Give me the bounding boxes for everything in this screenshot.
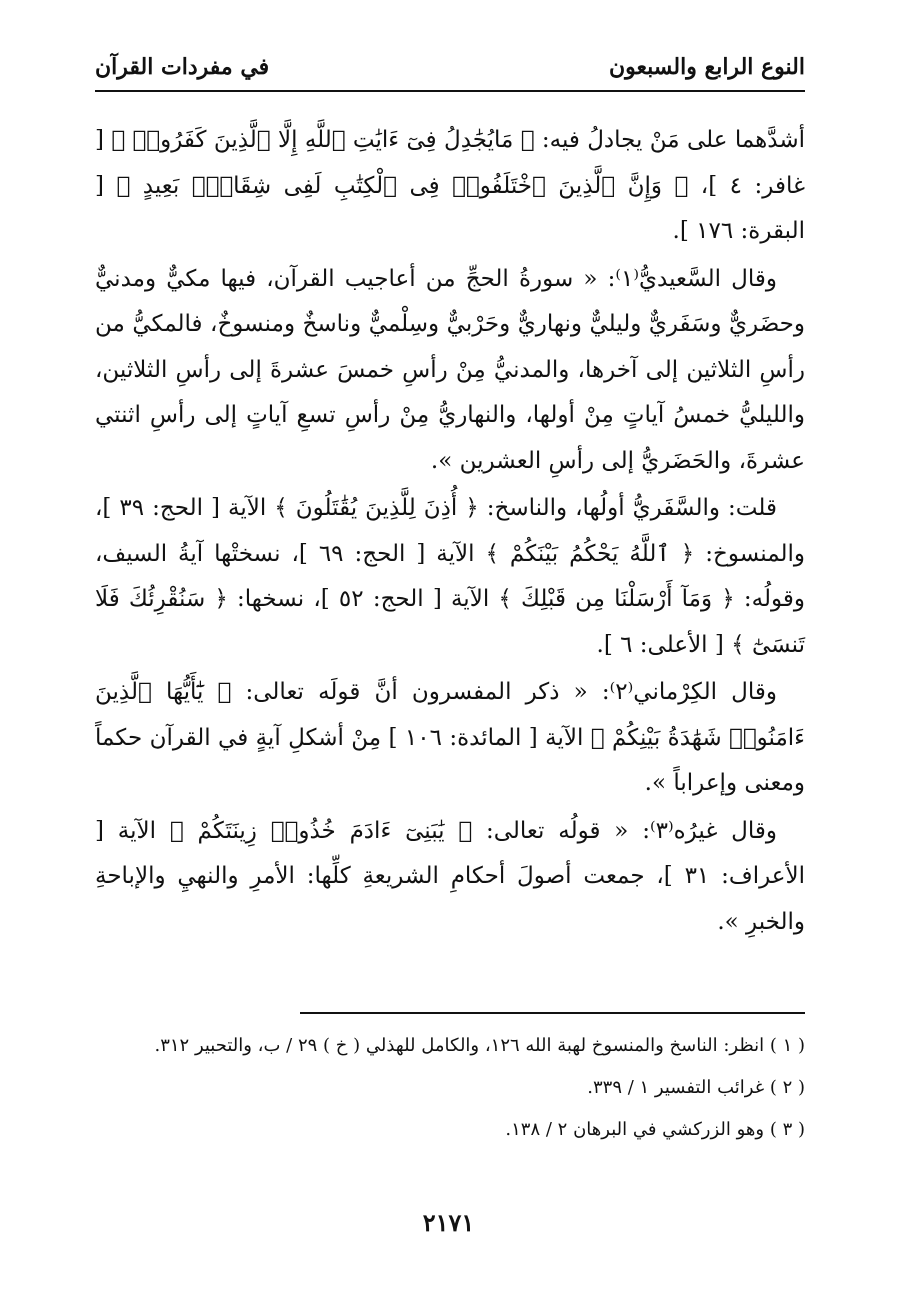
paragraph: وقال غيرُه⁽٣⁾: « قولُه تعالى: ﴿ يَٰبَنِىٓ ءَادَمَ خُذُوا۟ زِينَتَكُمْ ﴾ الآية [ الأعراف: ٣١ ]، جمعت أصولَ أحكامِ الشريعةِ كلِّها: الأمرِ والنهيِ والإباحةِ والخبرِ ». [95,817,806,935]
paragraph: وقال الكِرْماني⁽٢⁾: « ذكر المفسرون أنَّ قولَه تعالى: ﴿ يَٰٓأَيُّهَا ٱلَّذِينَ ءَامَنُوا۟ شَهَٰدَةُ بَيْنِكُمْ ﴾ الآية [ المائدة: ١٠٦ ] مِنْ أشكلِ آيةٍ في القرآن حكماً ومعنى وإعراباً ». [95,679,805,796]
running-header [95,40,805,92]
chapter-title: النوع الرابع والسبعون [608,54,805,80]
paragraph: وقال السَّعيديُّ⁽١⁾: « سورةُ الحجِّ من أعاجيب القرآن، فيها مكيٌّ ومدنيٌّ وحضَريٌّ وسَفَريٌّ وليليٌّ ونهاريٌّ وحَرْبيٌّ وسِلْميٌّ وناسخٌ ومنسوخٌ، فالمكيُّ من رأسِ الثلاثين إلى آخرها، والمدنيُّ مِنْ رأسِ خمسَ عشرةَ إلى رأسِ الثلاثين، والليليُّ خمسُ آياتٍ مِنْ أولها، والنهاريُّ مِنْ رأسِ تسعِ آياتٍ إلى رأسِ اثنتي عشرةَ، والحَضَريُّ إلى رأسِ العشرين ». [95,265,805,474]
footnote: ( ٢ ) غرائب التفسير ١ / ٣٣٩. [587,1077,805,1098]
page-number: ٢١٧١ [422,1208,475,1237]
footnote-divider [300,1012,805,1014]
book-title: في مفردات القرآن [95,54,270,80]
footnotes [95,1025,805,1151]
paragraph: أشدَّهما على مَنْ يجادلُ فيه: ﴿ مَايُجَٰدِلُ فِىٓ ءَايَٰتِ ٱللَّهِ إِلَّا ٱلَّذِينَ كَفَرُوا۟ ﴾ [ غافر: ٤ ]، ﴿ وَإِنَّ ٱلَّذِينَ ٱخْتَلَفُوا۟ فِى ٱلْكِتَٰبِ لَفِى شِقَاقٍۭ بَعِيدٍ ﴾ [ البقرة: ١٧٦ ]. [95,127,805,244]
main-text [95,118,805,947]
paragraph: قلت: والسَّفَريُّ أولُها، والناسخ: ﴿ أُذِنَ لِلَّذِينَ يُقَٰتَلُونَ ﴾ الآية [ الحج: ٣٩ ]، والمنسوخ: ﴿ ٱللَّهُ يَحْكُمُ بَيْنَكُمْ ﴾ الآية [ الحج: ٦٩ ]، نسختْها آيةُ السيف، وقولُه: ﴿ وَمَآ أَرْسَلْنَا مِن قَبْلِكَ ﴾ الآية [ الحج: ٥٢ ]، نسخها: ﴿ سَنُقْرِئُكَ فَلَا تَنسَىٰٓ ﴾ [ الأعلى: ٦ ]. [95,495,806,658]
footnote: ( ١ ) انظر: الناسخ والمنسوخ لهبة الله ١٢٦، والكامل للهذلي ( خ ) ٢٩ / ب، والتحبير ٣١٢. [154,1035,805,1056]
footnote: ( ٣ ) وهو الزركشي في البرهان ٢ / ١٣٨. [505,1119,805,1140]
